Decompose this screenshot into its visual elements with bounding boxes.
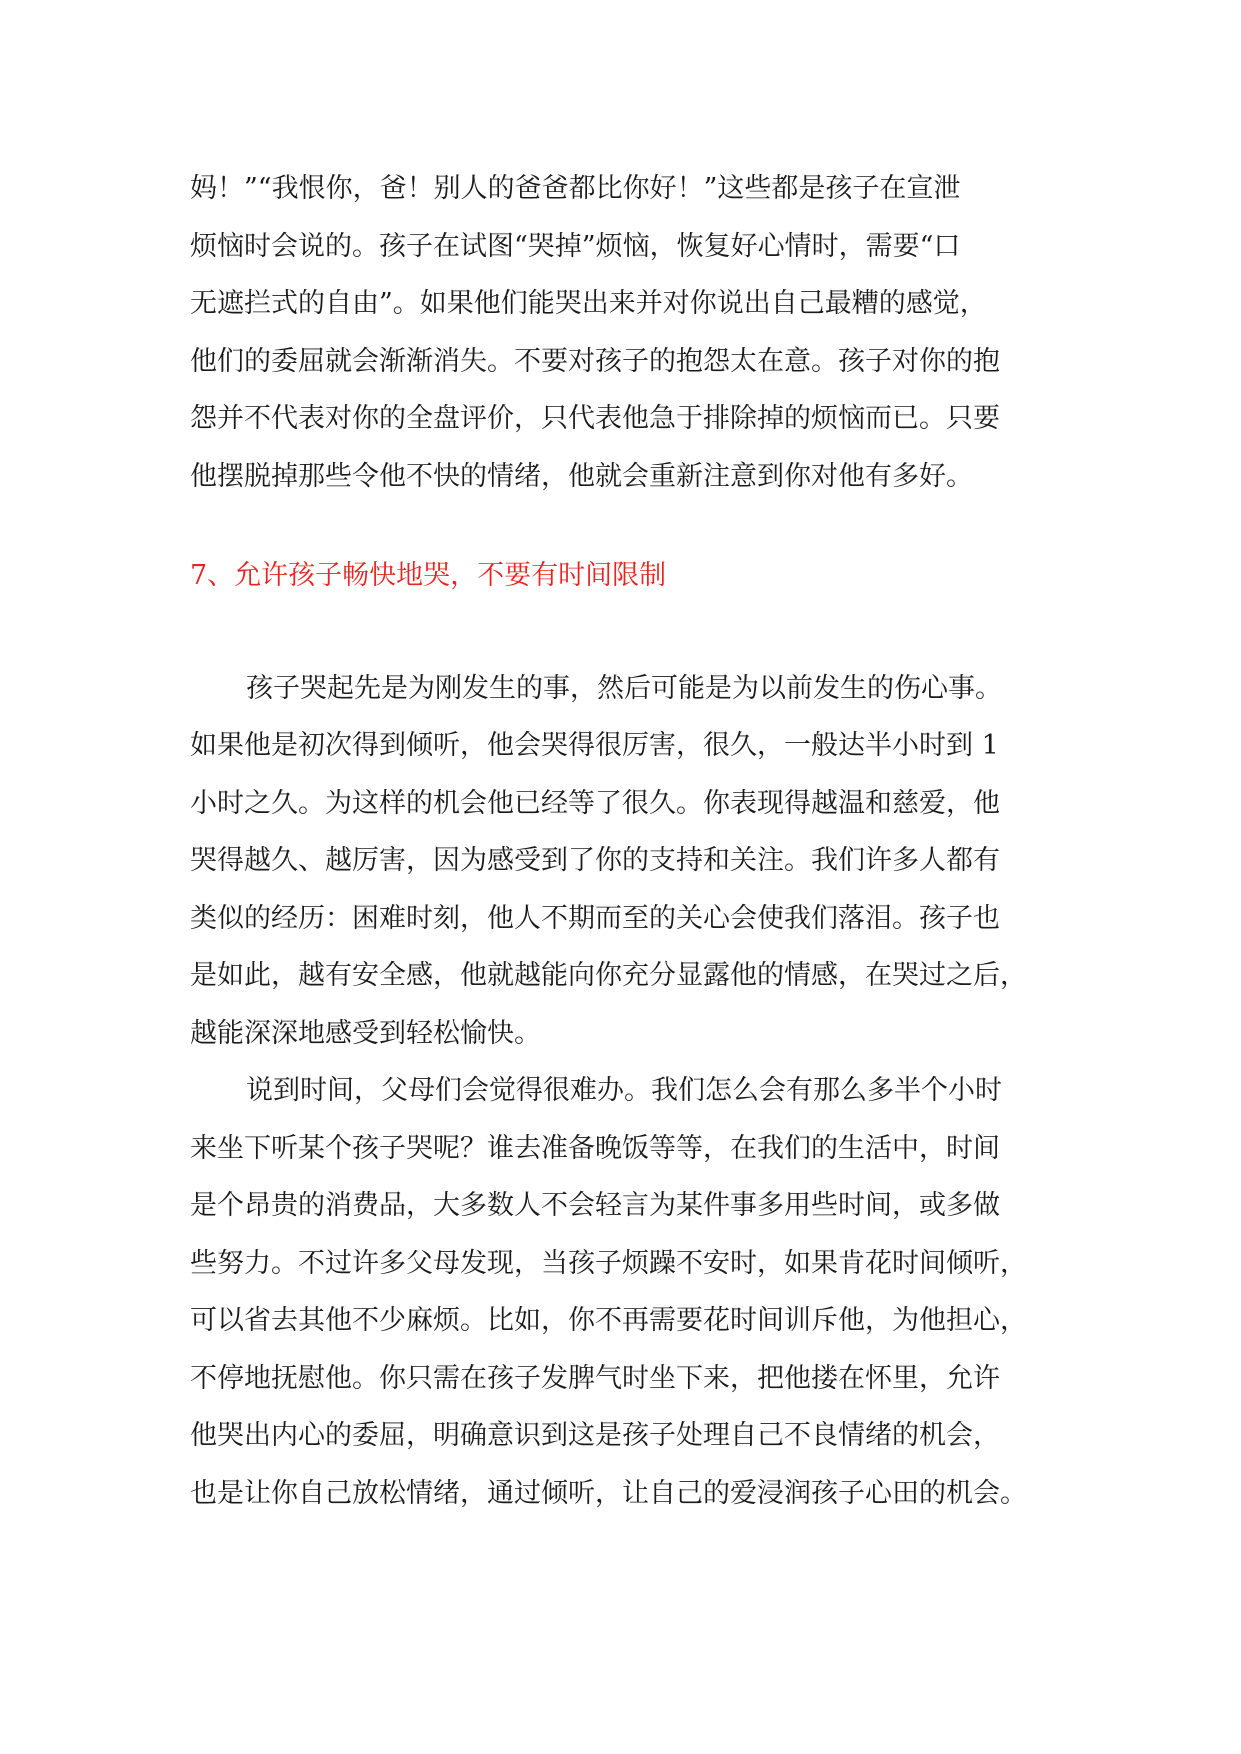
paragraph-2-line: 哭得越久、越厉害，因为感受到了你的支持和关注。我们许多人都有 <box>190 845 1000 876</box>
paragraph-2-line: 小时之久。为这样的机会他已经等了很久。你表现得越温和慈爱，他 <box>190 787 1000 819</box>
document-page <box>190 160 1052 1522</box>
paragraph-2-line: 如果他是初次得到倾听，他会哭得很厉害，很久，一般达半小时到 1 <box>190 730 999 761</box>
paragraph-2-line: 类似的经历：困难时刻，他人不期而至的关心会使我们落泪。孩子也 <box>190 902 1000 934</box>
paragraph-1-line: 他摆脱掉那些令他不快的情绪，他就会重新注意到你对他有多好。 <box>190 460 973 492</box>
paragraph-2-line: 是如此，越有安全感，他就越能向你充分显露他的情感，在哭过之后， <box>190 960 1027 991</box>
paragraph-2-line: 孩子哭起先是为刚发生的事，然后可能是为以前发生的伤心事。 <box>246 672 1002 704</box>
paragraph-1-line: 怨并不代表对你的全盘评价，只代表他急于排除掉的烦恼而已。只要 <box>190 403 1000 434</box>
paragraph-3-line: 也是让你自己放松情绪，通过倾听，让自己的爱浸润孩子心田的机会。 <box>190 1477 1027 1509</box>
spacer <box>190 605 1052 660</box>
paragraph-3-line: 说到时间，父母们会觉得很难办。我们怎么会有那么多半个小时 <box>246 1075 1002 1106</box>
paragraph-2 <box>190 660 1052 1063</box>
paragraph-1-line: 无遮拦式的自由”。如果他们能哭出来并对你说出自己最糟的感觉， <box>190 288 987 319</box>
paragraph-1-line: 妈！”“我恨你，爸！别人的爸爸都比你好！”这些都是孩子在宣泄 <box>190 173 961 204</box>
paragraph-3-line: 不停地抚慰他。你只需在孩子发脾气时坐下来，把他搂在怀里，允许 <box>190 1362 1000 1394</box>
paragraph-2-line: 越能深深地感受到轻松愉快。 <box>190 1017 541 1049</box>
paragraph-1-line: 烦恼时会说的。孩子在试图“哭掉”烦恼，恢复好心情时，需要“口 <box>190 230 961 262</box>
paragraph-1 <box>190 160 1052 505</box>
paragraph-3-line: 些努力。不过许多父母发现，当孩子烦躁不安时，如果肯花时间倾听， <box>190 1247 1027 1279</box>
paragraph-3-line: 是个昂贵的消费品，大多数人不会轻言为某件事多用些时间，或多做 <box>190 1190 1000 1221</box>
paragraph-1-line: 他们的委屈就会渐渐消失。不要对孩子的抱怨太在意。孩子对你的抱 <box>190 345 1000 377</box>
paragraph-3 <box>190 1062 1052 1522</box>
section-heading: 7、允许孩子畅快地哭，不要有时间限制 <box>190 560 667 591</box>
paragraph-3-line: 他哭出内心的委屈，明确意识到这是孩子处理自己不良情绪的机会， <box>190 1420 1000 1451</box>
paragraph-3-line: 来坐下听某个孩子哭呢？谁去准备晚饭等等，在我们的生活中，时间 <box>190 1132 1000 1164</box>
paragraph-3-line: 可以省去其他不少麻烦。比如，你不再需要花时间训斥他，为他担心， <box>190 1305 1027 1336</box>
spacer <box>190 505 1052 547</box>
